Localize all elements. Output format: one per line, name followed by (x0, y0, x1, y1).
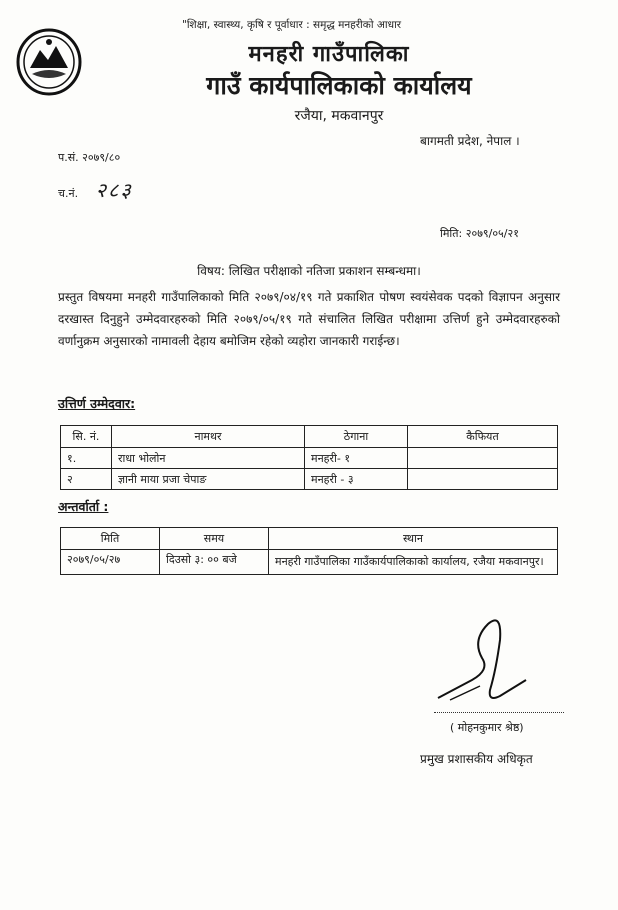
cell: दिउसो ३: ०० बजे (160, 550, 269, 575)
passed-candidates-table (60, 425, 558, 490)
interview-table (60, 527, 558, 575)
table-row (61, 448, 558, 469)
table-row (61, 469, 558, 490)
cell: मनहरी- १ (305, 448, 408, 469)
signature-line (434, 712, 564, 713)
dispatch-value: २८३ (95, 178, 133, 202)
col-time: समय (160, 528, 269, 550)
dispatch-number (58, 176, 133, 203)
cell (408, 448, 558, 469)
letter-date: मिति: २०७९/०५/२१ (440, 227, 519, 240)
col-address: ठेगाना (305, 426, 408, 448)
col-venue: स्थान (269, 528, 558, 550)
signatory-title: प्रमुख प्रशासकीय अधिकृत (420, 752, 533, 766)
cell: १. (61, 448, 112, 469)
cell: राधा भोलोन (112, 448, 305, 469)
table-header-row (61, 528, 558, 550)
motto: "शिक्षा, स्वास्थ्य, कृषि र पूर्वाधार : समृद्ध मनहरीको आधार (182, 19, 402, 31)
cell: मनहरी गाउँपालिका गाउँकार्यपालिकाको कार्यालय, रजैया मकवानपुर। (269, 550, 558, 575)
cell: ज्ञानी माया प्रजा चेपाङ (112, 469, 305, 490)
province: बागमती प्रदेश, नेपाल । (420, 134, 520, 148)
letter-subject: विषय: लिखित परीक्षाको नतिजा प्रकाशन सम्बन्धमा। (197, 264, 421, 278)
letter-body: प्रस्तुत विषयमा मनहरी गाउँपालिकाको मिति २०७९/०४/१९ गते प्रकाशित पोषण स्वयंसेवक पदको विज्ञापन अनुसार दरखास्त दिनुहुने उम्मेदवारहरुको मिति २०७९/०५/१९ गते संचालित लिखित परीक्षामा उत्तिर्ण हुने उम्मेदवारहरुको वर्णानुक्रम अनुसारको नामावली देहाय बमोजिम रहेको व्यहोरा जानकारी गराईन्छ। (58, 290, 560, 348)
col-date: मिति (61, 528, 160, 550)
signature (430, 610, 540, 710)
signatory-name: ( मोहनकुमार श्रेष्ठ) (450, 721, 524, 734)
table-row (61, 550, 558, 575)
office-name: गाउँ कार्यपालिकाको कार्यालय (206, 71, 472, 100)
cell: २०७९/०५/२७ (61, 550, 160, 575)
municipality-name: मनहरी गाउँपालिका (248, 42, 410, 67)
office-address: रजैया, मकवानपुर (294, 108, 384, 124)
cell: मनहरी - ३ (305, 469, 408, 490)
col-sn: सि. नं. (61, 426, 112, 448)
col-remarks: कैफियत (408, 426, 558, 448)
cell: २ (61, 469, 112, 490)
col-name: नामथर (112, 426, 305, 448)
passed-candidates-heading: उत्तिर्ण उम्मेदवार: (58, 396, 136, 411)
cell (408, 469, 558, 490)
table-header-row (61, 426, 558, 448)
reference-number: प.सं. २०७९/८० (58, 151, 121, 164)
interview-heading: अन्तर्वार्ता : (58, 499, 109, 514)
dispatch-label: च.नं. (58, 187, 79, 200)
